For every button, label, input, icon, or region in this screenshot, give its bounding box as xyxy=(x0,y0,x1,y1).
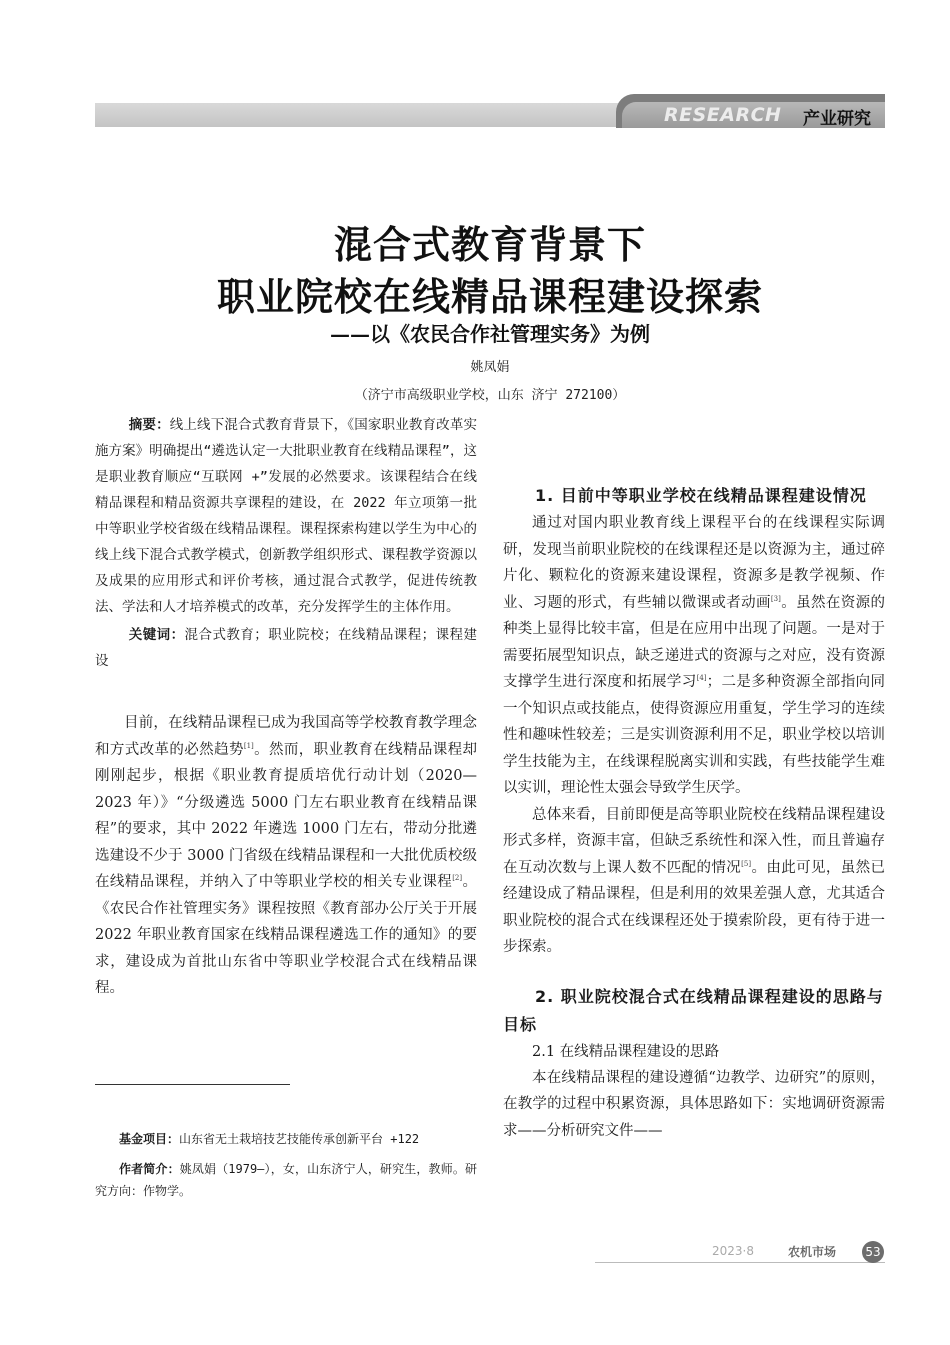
intro-text-3: 。《农民合作社管理实务》课程按照《教育部办公厅关于开展 2022 年职业教育国家在线精品课程遴选工作的通知》的要求，建设成为首批山东省中等职业学校混合式在线精品课程。 xyxy=(95,874,478,996)
intro-text-1: 目前，在线精品课程已成为我国高等学校教育教学理念和方式改革的必然趋势 xyxy=(95,715,477,758)
citation-5: [5] xyxy=(741,859,752,868)
section-1-heading: 1. 目前中等职业学校在线精品课程建设情况 xyxy=(535,486,867,505)
left-column xyxy=(95,412,477,1002)
section-label-en: RESEARCH xyxy=(664,104,782,126)
page-number: 53 xyxy=(862,1241,884,1263)
s1p2-text-2: 。由此可见，虽然已经建设成了精品课程，但是利用的效果差强人意，尤其适合职业院校的混合式在线课程还处于摸索阶段，更有待于进一步探索。 xyxy=(503,859,886,955)
right-column xyxy=(503,1,885,412)
right-column-content xyxy=(503,412,885,1144)
keywords-label: 关键词： xyxy=(128,627,185,643)
s1p1-text-1: 通过对国内职业教育线上课程平台的在线课程实际调研，发现当前职业院校的在线课程还是以资源为主，通过碎片化、颗粒化的资源来建设课程，资源多是教学视频、作业、习题的形式，有些辅以微课或者动画 xyxy=(503,515,885,611)
keywords-text: 混合式教育；职业院校；在线精品课程；课程建设 xyxy=(95,627,478,669)
citation-4: [4] xyxy=(696,674,707,682)
section-2-heading: 2. 职业院校混合式在线精品课程建设的思路与目标 xyxy=(503,986,884,1034)
fund-text: 山东省无土栽培技艺技能传承创新平台 +122 xyxy=(179,1132,420,1146)
abstract-label: 摘要： xyxy=(128,417,170,433)
issue-date: 2023·8 xyxy=(712,1244,754,1258)
section-2-1-heading: 2.1 在线精品课程建设的思路 xyxy=(532,1043,720,1060)
fund-label: 基金项目： xyxy=(119,1132,180,1146)
footnotes xyxy=(95,1128,477,1210)
bio-text: 姚凤娟（1979—），女，山东济宁人，研究生，教师。研究方向：作物学。 xyxy=(95,1162,477,1198)
footer-rule xyxy=(595,1262,885,1263)
s1p1-text-3: ；二是多种资源全部指向同一个知识点或技能点，使得资源应用重复，学生学习的连续性和趣味性较差；三是实训资源利用不足，职业学校以培训学生技能为主，在线课程脱离实训和实践，有些技能学生难以实训，理论性太强会导致学生厌学。 xyxy=(503,674,885,796)
citation-2: [2] xyxy=(452,874,463,882)
footnote-divider xyxy=(95,1084,290,1085)
author-name: 姚凤娟 xyxy=(470,360,510,375)
footnote-bio xyxy=(95,1158,477,1202)
s1p1-text-2: 。虽然在资源的种类上显得比较丰富，但是在应用中出现了问题。一是对于需要拓展型知识点，缺乏递进式的资源与之对应，没有资源支撑学生进行深度和拓展学习 xyxy=(503,594,886,690)
citation-3: [3] xyxy=(770,594,781,603)
section-2-paragraph-1: 本在线精品课程的建设遵循“边教学、边研究”的原则，在教学的过程中积累资源，具体思路如下：实地调研资源需求——分析研究文件—— xyxy=(503,1069,885,1139)
abstract-text: 线上线下混合式教育背景下，《国家职业教育改革实施方案》明确提出“遴选认定一大批职业教育在线精品课程”，这是职业教育顺应“互联网 +”发展的必然要求。该课程结合在线精品课程和精品资源共享课程的建设，在 2022 年立项第一批中等职业学校省级在线精品课程。课程探索构建以学生为中心的线上线下混合式教学模式，创新教学组织形式、课程教学资源以及成果的应用形式和评价考核，通过混合式教学，促进传统教法、学法和人才培养模式的改革，充分发挥学生的主体作用。 xyxy=(95,417,478,615)
footnote-fund xyxy=(95,1128,477,1150)
abstract xyxy=(95,412,477,620)
article-title-line-1: 混合式教育背景下 xyxy=(333,222,646,267)
section-1-paragraph-1 xyxy=(503,510,885,802)
citation-1: [1] xyxy=(243,741,254,750)
journal-name: 农机市场 xyxy=(788,1245,837,1259)
intro-paragraph xyxy=(95,710,477,1002)
bio-label: 作者简介： xyxy=(119,1162,180,1176)
article-title-line-2: 职业院校在线精品课程建设探索 xyxy=(216,274,763,319)
section-label-cn: 产业研究 xyxy=(803,109,871,129)
article-subtitle: ——以《农民合作社管理实务》为例 xyxy=(330,322,650,346)
author-affiliation: （济宁市高级职业学校，山东 济宁 272100） xyxy=(354,388,626,403)
keywords xyxy=(95,622,477,674)
intro-text-2: 。然而，职业教育在线精品课程却刚刚起步，根据《职业教育提质培优行动计划（2020—2023 年）》“分级遴选 5000 门左右职业教育在线精品课程”的要求，其中 2022 年遴选 1000 门左右，带动分批遴选建设不少于 3000 门省级在线精品课程和一大批优质校级在线精品课程，并纳入了中等职业学校的相关专业课程 xyxy=(95,741,478,890)
section-1-paragraph-2 xyxy=(503,802,885,961)
s1p2-text-1: 总体来看，目前即便是高等职业院校在线精品课程建设形式多样，资源丰富，但缺乏系统性和深入性，而且普遍存在互动次数与上课人数不匹配的情况 xyxy=(503,806,885,876)
